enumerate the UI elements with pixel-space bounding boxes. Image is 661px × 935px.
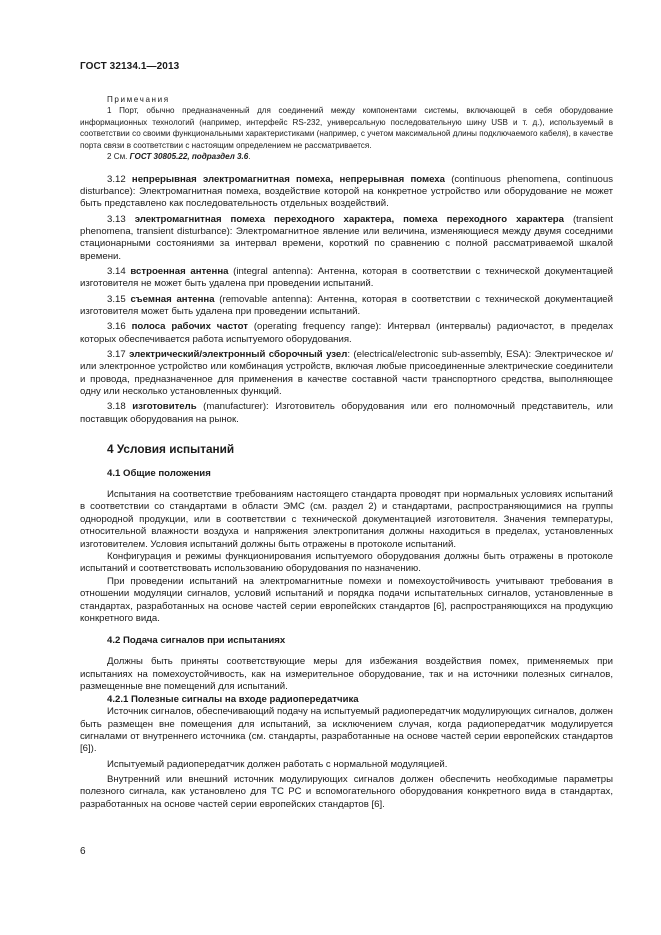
definition-3-16 xyxy=(80,321,613,346)
definition-3-12 xyxy=(80,174,613,211)
definition-text: (continuous phenomena, continuous disturbance): Электромагнитная помеха, воздействие которой на конкретное устройство или оборудование не может быть представлено как последовательность отдельных воздействий. xyxy=(80,173,614,210)
section-4-2-title: 4.2 Подача сигналов при испытаниях xyxy=(107,635,286,647)
definition-number: 3.13 xyxy=(107,213,126,225)
definition-term: электромагнитная помеха переходного характера, помеха переходного характера xyxy=(134,213,564,225)
paragraph: Источник сигналов, обеспечивающий подачу на испытуемый радиопередатчик модулирующих сигналов, должен быть размещен вне помещения для испытаний, за исключением случая, когда радиопередатчик модулируется сигналами от внутреннего источника (см. стандарты, разработанные на основе частей серии европейских стандартов [6]). xyxy=(80,706,613,755)
paragraph: Испытания на соответствие требованиям настоящего стандарта проводят при нормальных условиях испытаний в соответствии со стандартами в области ЭМС (см. раздел 2) и стандартами, распространяющимися на группы однородной продукции, или в соответствии с технической документацией изготовителя. Значения температуры, относительной влажности воздуха и напряжения электропитания должны находиться в пределах, установленных изготовителем. Условия испытаний должны быть отражены в протоколе испытаний. xyxy=(80,489,613,550)
note-2-prefix: 2 См. xyxy=(107,152,130,161)
definition-3-18 xyxy=(80,401,613,426)
definition-3-15 xyxy=(80,294,613,319)
definition-3-14 xyxy=(80,266,613,291)
definition-term: съемная антенна xyxy=(130,293,215,305)
definition-number: 3.16 xyxy=(107,321,126,333)
note-2 xyxy=(80,151,613,163)
section-4-title: 4 Условия испытаний xyxy=(107,442,235,456)
definition-number: 3.18 xyxy=(107,401,126,413)
note-1: 1 Порт, обычно предназначенный для соединений между компонентами системы, включающей в себя оборудование информационных технологий (например, интерфейс RS-232, универсальную последовательную шину USB и т. д.), используемый в соответствии со своими функциональными характеристиками (например, с учетом максимальной длины подключаемого кабеля), в качестве порта связи в соответствии с настоящим определением не рассматривается. xyxy=(80,106,613,150)
definition-text: (operating frequency range): Интервал (интервалы) радиочастот, в пределах которых обеспечивается работа испытуемого оборудования. xyxy=(80,321,613,345)
definition-term: изготовитель xyxy=(132,401,197,413)
definition-3-13 xyxy=(80,214,613,264)
definition-number: 3.14 xyxy=(107,265,126,277)
definition-term: полоса рабочих частот xyxy=(131,321,248,333)
definition-text: (transient phenomena, transient disturbance): Электромагнитное явление или величина, изменяющиеся между двумя соседними стационарными состояниями за интервал времени, короткий по сравнению с полной рассматриваемой шкалой времени. xyxy=(80,213,613,262)
paragraph: Конфигурация и режимы функционирования испытуемого оборудования должны быть отражены в протоколе испытаний и соответствовать использованию оборудования по назначению. xyxy=(80,551,613,575)
page-content xyxy=(80,94,613,811)
definitions-list xyxy=(80,174,613,427)
paragraph: Внутренний или внешний источник модулирующих сигналов должен обеспечить необходимые параметры полезного сигнала, как установлено для ТС РС и вспомогательного оборудования конкретного вида в стандартах, разработанных на основе частей серии европейских стандартов [6]. xyxy=(80,773,613,810)
definition-number: 3.12 xyxy=(107,173,126,185)
definition-text: (integral antenna): Антенна, которая в соответствии с технической документацией изготовителя не может быть удалена при проведении испытаний. xyxy=(80,265,614,290)
definition-term: непрерывная электромагнитная помеха, непрерывная помеха xyxy=(131,173,445,185)
notes-title: Примечания xyxy=(107,95,170,104)
section-4-2-1-title: 4.2.1 Полезные сигналы на входе радиопередатчика xyxy=(107,693,359,705)
definition-text: (removable antenna): Антенна, которая в соответствии с технической документацией изготовителя может быть удалена при проведении испытаний. xyxy=(80,293,613,317)
paragraph: Испытуемый радиопередатчик должен работать с нормальной модуляцией. xyxy=(107,758,448,770)
note-2-reference: ГОСТ 30805.22, подраздел 3.6 xyxy=(129,152,249,161)
page-number: 6 xyxy=(80,846,86,857)
section-4-1-title: 4.1 Общие положения xyxy=(107,468,211,479)
definition-text: : (electrical/electronic sub-assembly, ESA): Электрическое и/или электронное устройство или комбинация устройств, включая любые присоединенные электрические соединители и провода, предназначенное для применения в качестве составной части транспортного средства, выполняющее одну или несколько установленных функций. xyxy=(80,348,613,397)
definition-term: электрический/электронный сборочный узел xyxy=(129,348,348,360)
definition-number: 3.15 xyxy=(107,293,126,305)
spacer xyxy=(80,163,613,174)
note-2-suffix: . xyxy=(248,152,251,161)
definition-term: встроенная антенна xyxy=(130,265,229,277)
definition-3-17 xyxy=(80,349,613,399)
definition-text: (manufacturer): Изготовитель оборудования или его полномочный представитель, или поставщик оборудования на рынок. xyxy=(80,401,613,425)
definition-number: 3.17 xyxy=(107,348,126,360)
paragraph: Должны быть приняты соответствующие меры для избежания воздействия помех, применяемых при испытаниях на помехоустойчивость, как на измерительное оборудование, так и на источники полезных сигналов, размещенные вне помещений для испытаний. xyxy=(80,656,613,693)
notes-block xyxy=(80,94,613,163)
standard-header: ГОСТ 32134.1—2013 xyxy=(80,61,180,72)
paragraph: При проведении испытаний на электромагнитные помехи и помехоустойчивость учитывают требования в отношении модуляции сигналов, условий испытаний и порядка подачи испытательных сигналов, установленные в стандартах, разработанных на основе частей серии европейских стандартов [6], распространяющихся на продукцию конкретного вида. xyxy=(80,575,613,625)
